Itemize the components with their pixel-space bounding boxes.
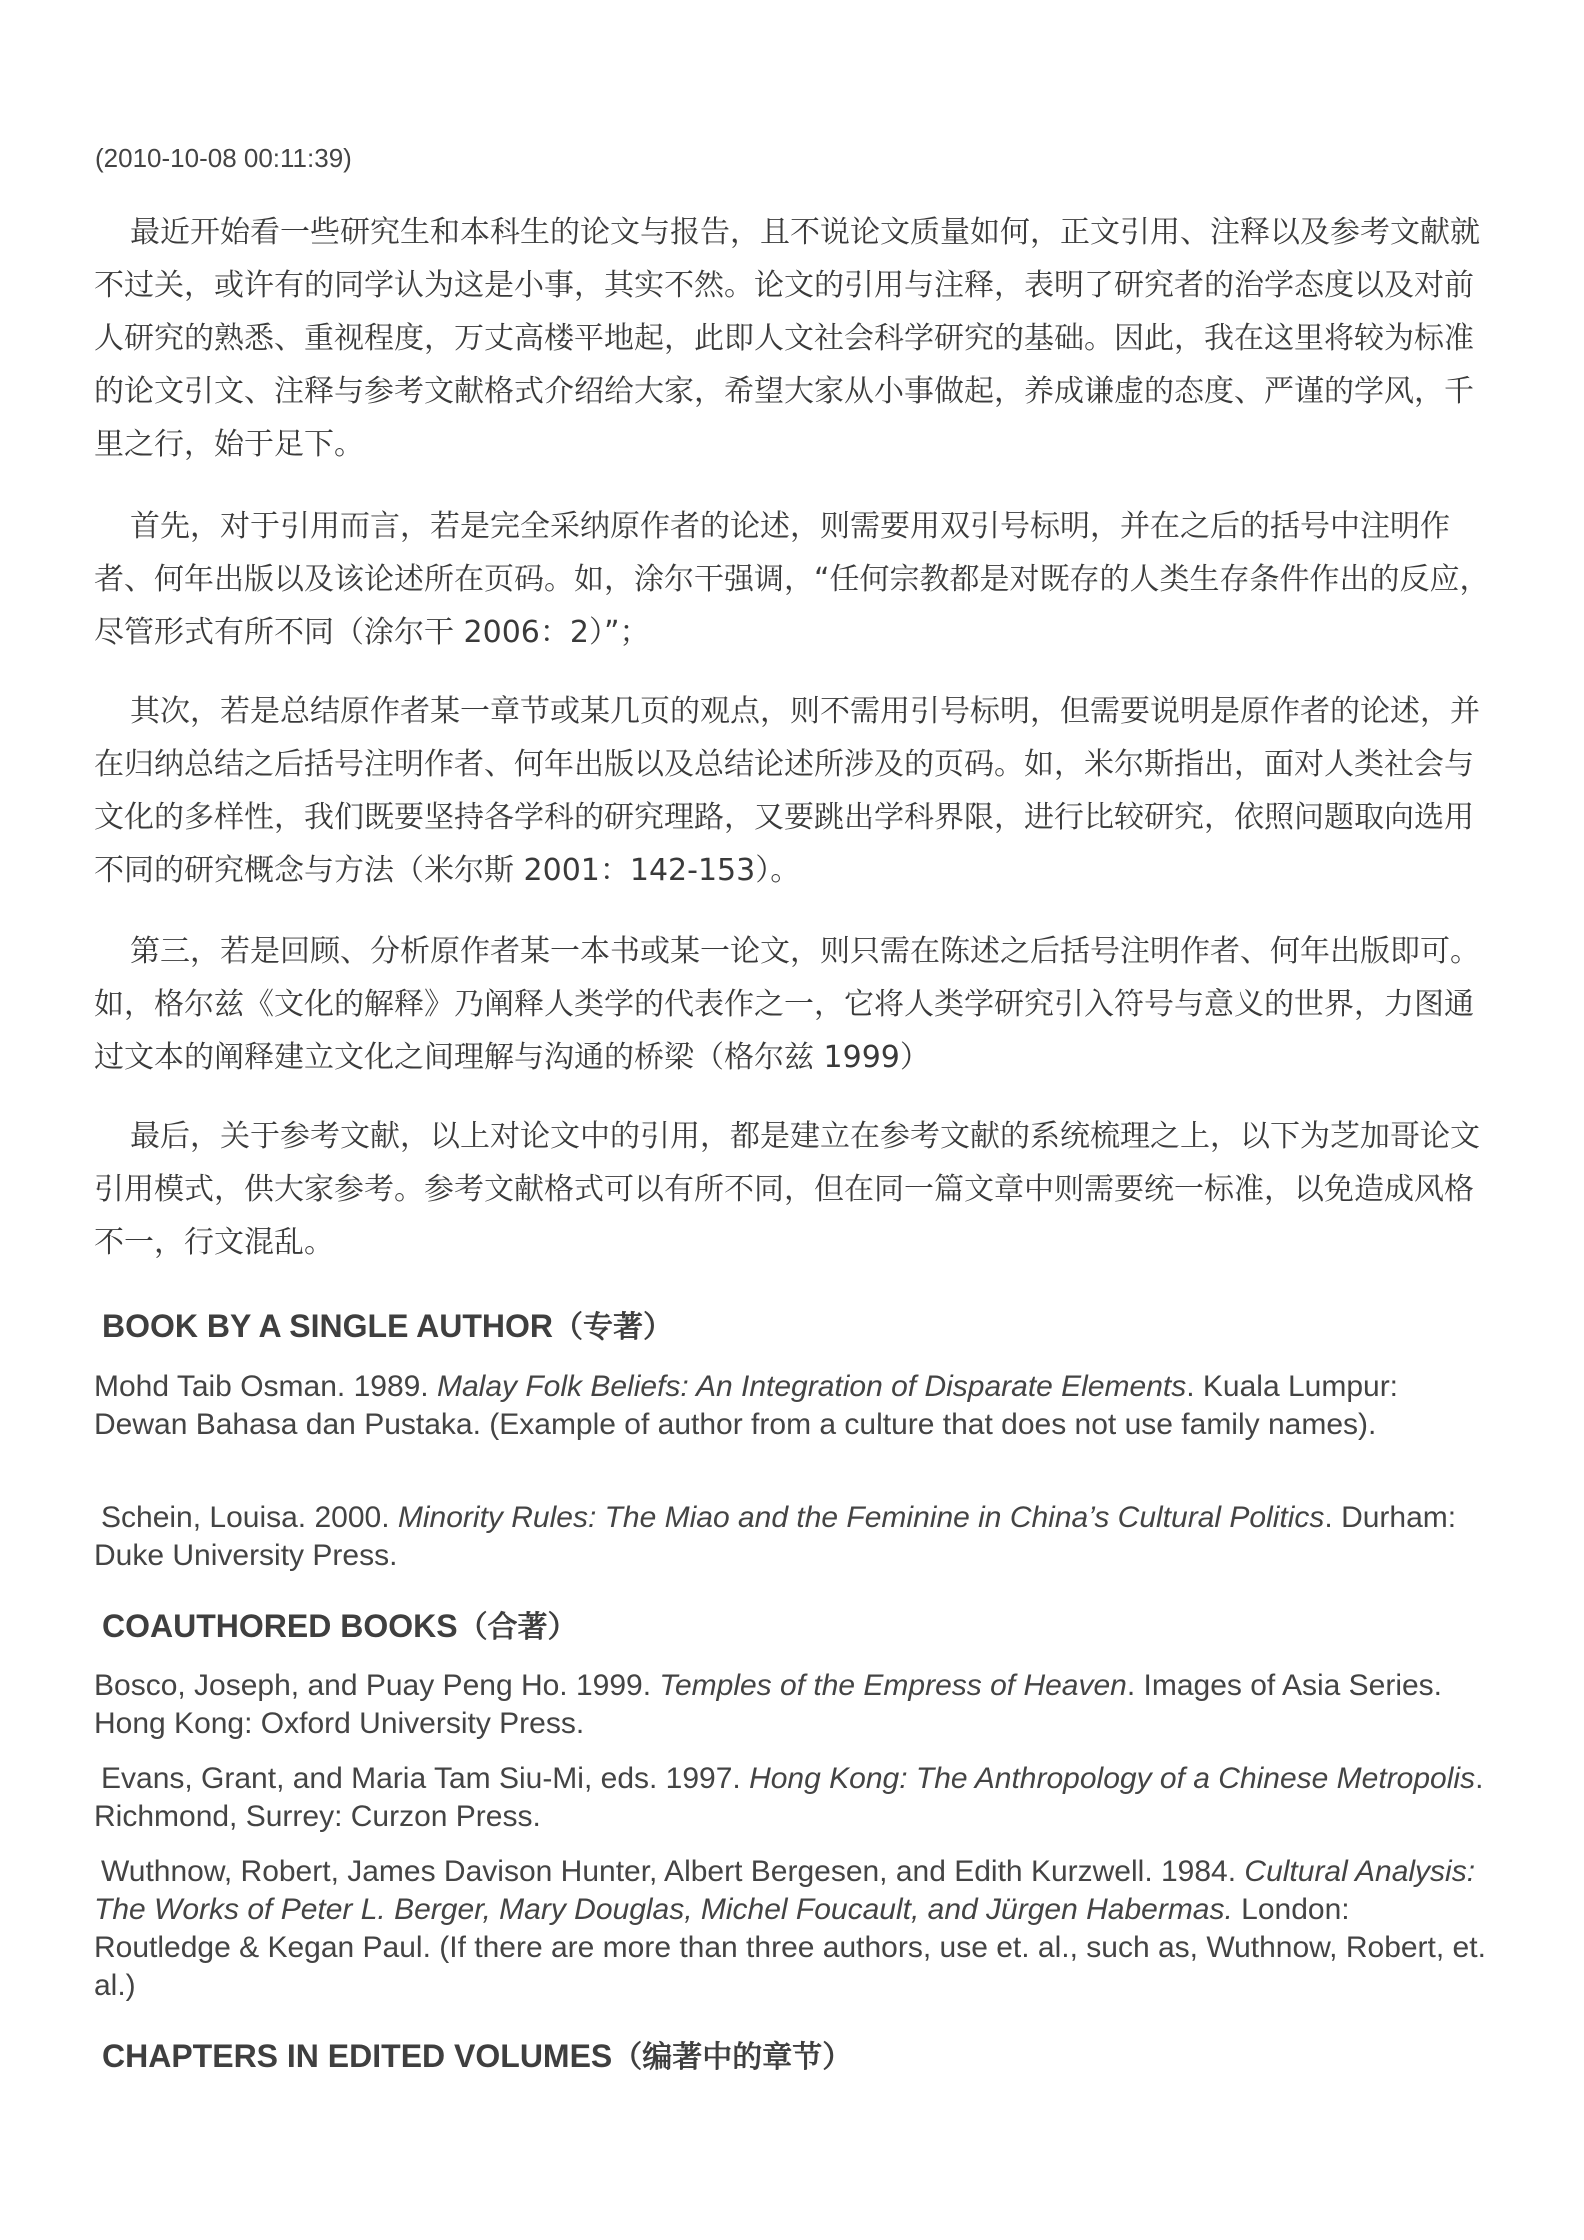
reference-title: Cultural Analysis: The Works of Peter L. Berger, Mary Douglas, Michel Foucault, and Jürgen Habermas. [94,1855,1476,1926]
reference-entry [94,1499,1494,1575]
section-heading-cn: （合著） [457,1610,578,1645]
summary-rule-paragraph: 其次，若是总结原作者某一章节或某几页的观点，则不需用引号标明，但需要说明是原作者的论述，并在归纳总结之后括号注明作者、何年出版以及总结论述所涉及的页码。如，米尔斯指出，面对人类社会与文化的多样性，我们既要坚持各学科的研究理路，又要跳出学科界限，进行比较研究，依照问题取向选用不同的研究概念与方法（米尔斯 2001：142-153）。 [94,694,1480,888]
reference-author-year: Bosco, Joseph, and Puay Peng Ho. 1999. [94,1669,660,1702]
section-heading-cn: （专著） [552,1310,673,1345]
reference-entry [94,1760,1494,1836]
reference-publication: . Kuala Lumpur: Dewan Bahasa dan Pustaka. (Example of author from a culture that does not use family names). [94,1370,1399,1441]
reference-title: Malay Folk Beliefs: An Integration of Disparate Elements [436,1370,1187,1403]
reference-entry [94,1853,1494,2005]
reference-author-year: Mohd Taib Osman. 1989. [94,1370,437,1403]
post-timestamp: (2010-10-08 00:11:39) [95,143,352,173]
reference-entry [94,1368,1494,1444]
section-heading-coauthored [102,1602,578,1646]
section-heading-cn: （编著中的章节） [612,2040,853,2075]
quotation-rule-paragraph: 首先，对于引用而言，若是完全采纳原作者的论述，则需要用双引号标明，并在之后的括号中注明作者、何年出版以及该论述所在页码。如，涂尔干强调，“任何宗教都是对既存的人类生存条件作出的反应，尽管形式有所不同（涂尔干 2006：2）”； [94,509,1490,650]
section-heading-text: BOOK BY A SINGLE AUTHOR [102,1308,553,1344]
section-heading-single-author [102,1302,673,1346]
intro-paragraph: 最近开始看一些研究生和本科生的论文与报告，且不说论文质量如何，正文引用、注释以及参考文献就不过关，或许有的同学认为这是小事，其实不然。论文的引用与注释，表明了研究者的治学态度以及对前人研究的熟悉、重视程度，万丈高楼平地起，此即人文社会科学研究的基础。因此，我在这里将较为标准的论文引文、注释与参考文献格式介绍给大家，希望大家从小事做起，养成谦虚的态度、严谨的学风，千里之行，始于足下。 [94,215,1480,462]
reference-author-year: Evans, Grant, and Maria Tam Siu-Mi, eds. 1997. [101,1762,750,1795]
section-heading-edited-volumes [102,2032,852,2076]
reference-publication: . Images of Asia Series. Hong Kong: Oxford University Press. [94,1669,1443,1740]
reference-title: Hong Kong: The Anthropology of a Chinese Metropolis [749,1762,1476,1795]
reference-title: Minority Rules: The Miao and the Feminine in China’s Cultural Politics [397,1501,1325,1534]
bibliography-rule-paragraph: 最后，关于参考文献，以上对论文中的引用，都是建立在参考文献的系统梳理之上，以下为芝加哥论文引用模式，供大家参考。参考文献格式可以有所不同，但在同一篇文章中则需要统一标准，以免造成风格不一，行文混乱。 [94,1119,1480,1260]
section-heading-text: COAUTHORED BOOKS [102,1608,458,1644]
reference-entry [94,1667,1494,1743]
reference-title: Temples of the Empress of Heaven [659,1669,1127,1702]
reference-author-year: Wuthnow, Robert, James Davison Hunter, Albert Bergesen, and Edith Kurzwell. 1984. [101,1855,1245,1888]
reference-author-year: Schein, Louisa. 2000. [101,1501,398,1534]
reference-publication: . Richmond, Surrey: Curzon Press. [94,1762,1484,1833]
reference-publication: . Durham: Duke University Press. [94,1501,1457,1572]
reference-publication: London: Routledge & Kegan Paul. (If there are more than three authors, use et. al., such as, Wuthnow, Robert, et. al.) [94,1893,1486,2002]
section-heading-text: CHAPTERS IN EDITED VOLUMES [102,2038,613,2074]
review-rule-paragraph: 第三，若是回顾、分析原作者某一本书或某一论文，则只需在陈述之后括号注明作者、何年出版即可。如，格尔兹《文化的解释》乃阐释人类学的代表作之一，它将人类学研究引入符号与意义的世界，力图通过文本的阐释建立文化之间理解与沟通的桥梁（格尔兹 1999） [94,934,1480,1075]
